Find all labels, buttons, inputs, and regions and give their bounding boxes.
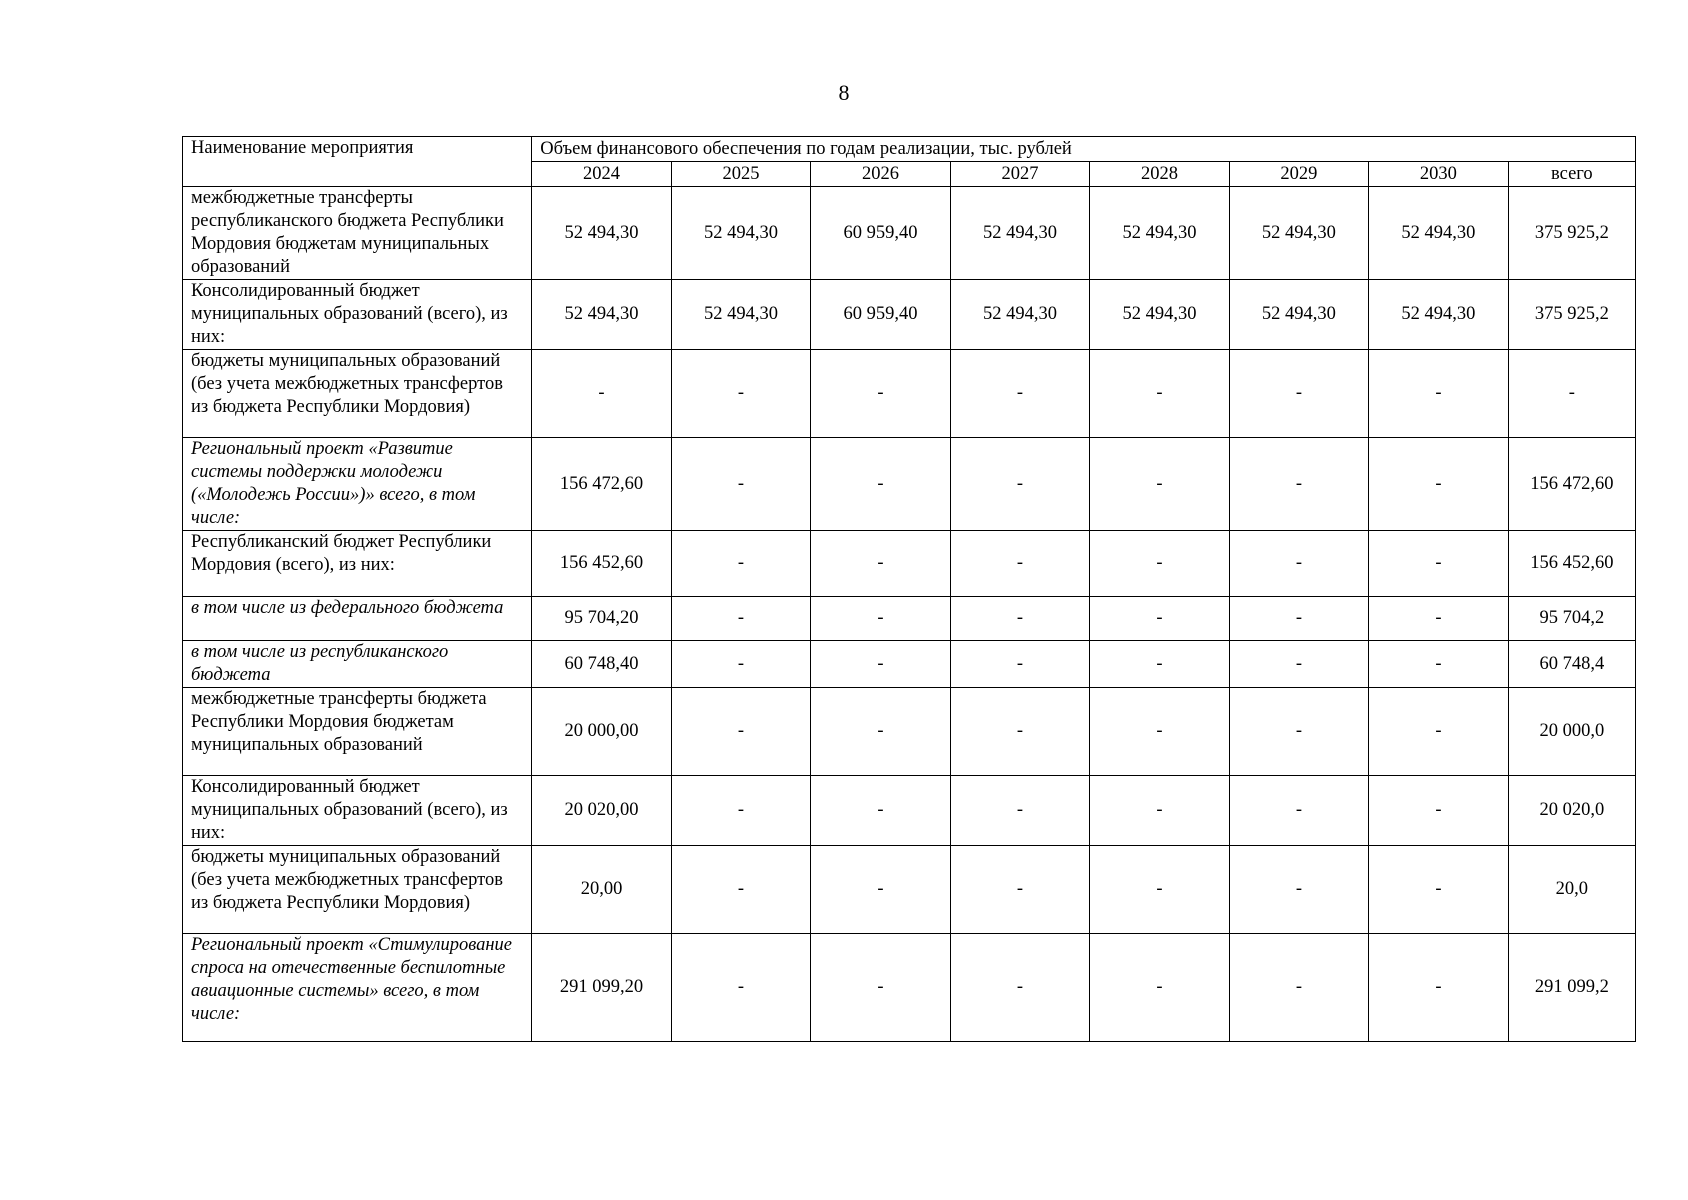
row-total-cell: - [1508,350,1635,438]
row-value-cell: - [811,350,950,438]
row-value-cell: 291 099,20 [532,934,671,1042]
row-name-cell: Региональный проект «Развитие системы поддержки молодежи («Молодежь России»)» всего, в том числе: [183,438,532,531]
row-name-cell: Консолидированный бюджет муниципальных образований (всего), из них: [183,280,532,350]
row-value-cell: - [1229,597,1368,641]
row-value-cell: - [1369,438,1508,531]
row-value-cell: - [1229,641,1368,688]
row-name-cell: бюджеты муниципальных образований (без учета межбюджетных трансфертов из бюджета Республики Мордовия) [183,846,532,934]
column-header-year-2024: 2024 [532,162,671,187]
row-value-cell: - [950,597,1089,641]
table-row [183,776,1636,846]
row-value-cell: - [1229,531,1368,597]
row-value-cell: - [1090,846,1229,934]
row-value-cell: - [671,688,810,776]
table-row [183,531,1636,597]
row-value-cell: - [1369,641,1508,688]
row-total-cell: 375 925,2 [1508,187,1635,280]
row-value-cell: - [1369,350,1508,438]
header-row-group [183,137,1636,162]
row-value-cell: 52 494,30 [532,187,671,280]
row-value-cell: 156 452,60 [532,531,671,597]
column-header-total: всего [1508,162,1635,187]
row-total-cell: 20 020,0 [1508,776,1635,846]
column-header-year-2030: 2030 [1369,162,1508,187]
table-row [183,350,1636,438]
column-header-year-2028: 2028 [1090,162,1229,187]
table-row [183,187,1636,280]
row-value-cell: 52 494,30 [671,187,810,280]
row-value-cell: 52 494,30 [950,187,1089,280]
table-row [183,934,1636,1042]
row-value-cell: 60 959,40 [811,187,950,280]
row-name-cell: Консолидированный бюджет муниципальных образований (всего), из них: [183,776,532,846]
row-value-cell: - [1229,846,1368,934]
row-value-cell: - [811,438,950,531]
row-name-cell: в том числе из федерального бюджета [183,597,532,641]
row-name-cell: в том числе из республиканского бюджета [183,641,532,688]
row-value-cell: - [671,350,810,438]
row-total-cell: 20 000,0 [1508,688,1635,776]
row-value-cell: - [950,934,1089,1042]
row-value-cell: 52 494,30 [950,280,1089,350]
row-value-cell: 60 748,40 [532,641,671,688]
row-value-cell: - [811,641,950,688]
column-header-year-2026: 2026 [811,162,950,187]
table-row [183,688,1636,776]
row-value-cell: 52 494,30 [1229,187,1368,280]
row-value-cell: - [671,597,810,641]
row-value-cell: - [811,688,950,776]
row-value-cell: - [1090,641,1229,688]
row-value-cell: - [950,350,1089,438]
row-value-cell: - [671,776,810,846]
row-value-cell: - [671,846,810,934]
row-value-cell: - [1229,776,1368,846]
row-value-cell: - [1229,438,1368,531]
row-total-cell: 156 472,60 [1508,438,1635,531]
row-value-cell: 156 472,60 [532,438,671,531]
row-value-cell: - [950,531,1089,597]
row-value-cell: - [1229,350,1368,438]
column-header-name: Наименование мероприятия [183,137,532,187]
row-value-cell: - [1369,688,1508,776]
row-value-cell: - [811,846,950,934]
row-value-cell: - [950,776,1089,846]
row-value-cell: - [671,531,810,597]
row-value-cell: 52 494,30 [1369,280,1508,350]
row-value-cell: - [811,776,950,846]
row-total-cell: 95 704,2 [1508,597,1635,641]
row-value-cell: - [1369,846,1508,934]
row-value-cell: - [671,641,810,688]
row-name-cell: Региональный проект «Стимулирование спроса на отечественные беспилотные авиационные системы» всего, в том числе: [183,934,532,1042]
financing-table [182,136,1636,1042]
row-value-cell: - [1229,934,1368,1042]
page-number: 8 [838,80,850,105]
row-value-cell: 52 494,30 [1369,187,1508,280]
row-name-cell: Республиканский бюджет Республики Мордовия (всего), из них: [183,531,532,597]
table-row [183,280,1636,350]
row-total-cell: 20,0 [1508,846,1635,934]
row-value-cell: - [1090,438,1229,531]
row-value-cell: - [1090,531,1229,597]
row-value-cell: 52 494,30 [532,280,671,350]
row-value-cell: - [1369,597,1508,641]
row-name-cell: межбюджетные трансферты бюджета Республики Мордовия бюджетам муниципальных образований [183,688,532,776]
column-header-year-2025: 2025 [671,162,810,187]
row-value-cell: - [671,934,810,1042]
row-value-cell: - [1090,350,1229,438]
row-value-cell: - [532,350,671,438]
row-value-cell: - [811,531,950,597]
table-row [183,438,1636,531]
row-value-cell: - [1369,934,1508,1042]
row-value-cell: 52 494,30 [1090,280,1229,350]
row-total-cell: 375 925,2 [1508,280,1635,350]
row-value-cell: - [1090,934,1229,1042]
row-value-cell: 95 704,20 [532,597,671,641]
row-value-cell: 20 000,00 [532,688,671,776]
row-value-cell: - [1369,776,1508,846]
row-value-cell: 52 494,30 [1090,187,1229,280]
row-value-cell: - [671,438,810,531]
row-value-cell: - [950,438,1089,531]
column-header-year-2027: 2027 [950,162,1089,187]
table-row [183,597,1636,641]
table-row [183,641,1636,688]
row-value-cell: - [1229,688,1368,776]
row-value-cell: - [811,934,950,1042]
row-value-cell: 20 020,00 [532,776,671,846]
row-value-cell: - [1090,776,1229,846]
row-value-cell: 60 959,40 [811,280,950,350]
row-total-cell: 291 099,2 [1508,934,1635,1042]
row-value-cell: - [950,641,1089,688]
row-value-cell: 20,00 [532,846,671,934]
row-value-cell: - [950,846,1089,934]
row-value-cell: - [811,597,950,641]
row-value-cell: 52 494,30 [671,280,810,350]
column-header-financing-volume: Объем финансового обеспечения по годам реализации, тыс. рублей [532,137,1636,162]
table-row [183,846,1636,934]
row-value-cell: - [1090,688,1229,776]
column-header-year-2029: 2029 [1229,162,1368,187]
row-value-cell: - [1090,597,1229,641]
row-total-cell: 60 748,4 [1508,641,1635,688]
row-value-cell: 52 494,30 [1229,280,1368,350]
row-name-cell: межбюджетные трансферты республиканского бюджета Республики Мордовия бюджетам муниципальных образований [183,187,532,280]
row-name-cell: бюджеты муниципальных образований (без учета межбюджетных трансфертов из бюджета Республики Мордовия) [183,350,532,438]
table-body [183,187,1636,1042]
row-value-cell: - [1369,531,1508,597]
row-value-cell: - [950,688,1089,776]
row-total-cell: 156 452,60 [1508,531,1635,597]
